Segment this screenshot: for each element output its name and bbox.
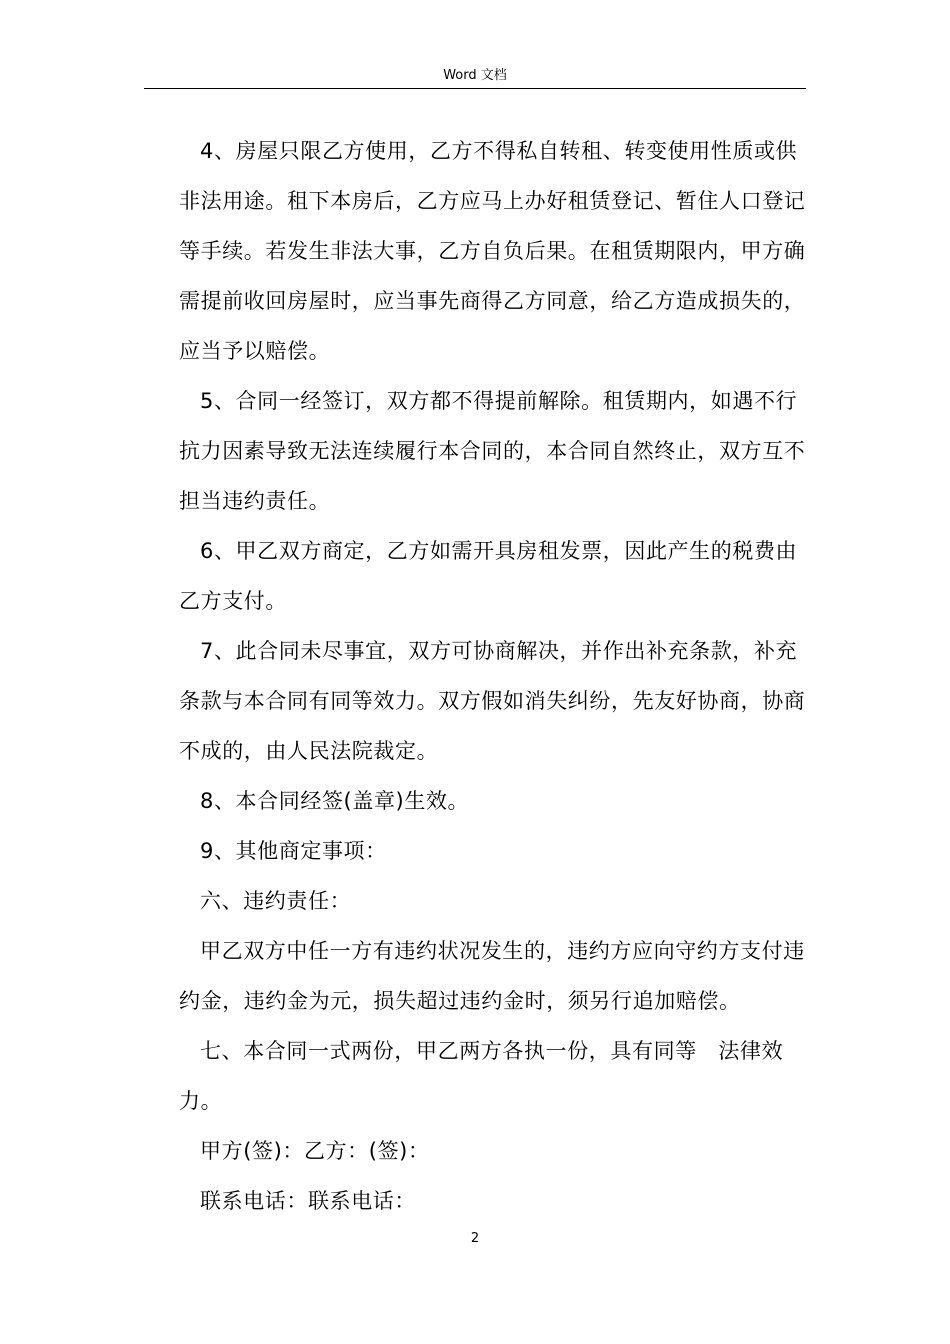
clause-6: 6、甲乙双方商定，乙方如需开具房租发票，因此产生的税费由乙方支付。 (179, 539, 798, 613)
document-body (179, 126, 809, 1226)
clause-5: 5、合同一经签订，双方都不得提前解除。租赁期内，如遇不行抗力因素导致无法连续履行本合同的，本合同自然终止，双方互不担当违约责任。 (179, 389, 806, 513)
page-number: 2 (470, 1231, 480, 1246)
clause-9: 9、其他商定事项： (200, 839, 387, 863)
clause-8: 8、本合同经签(盖章)生效。 (200, 789, 470, 813)
clause-4: 4、房屋只限乙方使用，乙方不得私自转租、转变使用性质或供非法用途。租下本房后，乙方应马上办好租赁登记、暂住人口登记等手续。若发生非法大事，乙方自负后果。在租赁期限内，甲方确需提前收回房屋时，应当事先商得乙方同意，给乙方造成损失的，应当予以赔偿。 (179, 139, 806, 363)
signature-line: 甲方(签)：乙方：(签)： (200, 1139, 430, 1163)
header-divider (144, 88, 806, 89)
clause-7: 7、此合同未尽事宜，双方可协商解决，并作出补充条款，补充条款与本合同有同等效力。双方假如消失纠纷，先友好协商，协商不成的，由人民法院裁定。 (179, 639, 806, 763)
section-breach-text: 甲乙双方中任一方有违约状况发生的，违约方应向守约方支付违约金，违约金为元，损失超过违约金时，须另行追加赔偿。 (179, 939, 805, 1013)
section-breach-heading: 六、违约责任： (200, 889, 352, 913)
header-title: Word 文档 (443, 68, 507, 83)
contact-line: 联系电话：联系电话： (200, 1189, 416, 1213)
section-copies: 七、本合同一式两份，甲乙两方各执一份，具有同等 法律效力。 (179, 1039, 784, 1113)
